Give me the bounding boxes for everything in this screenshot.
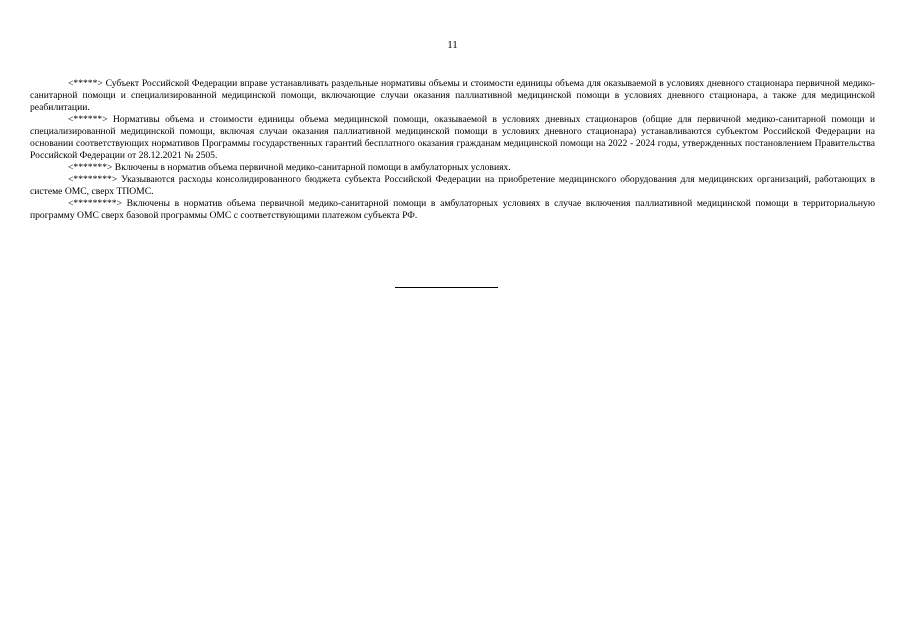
footnote-5-stars: <*****> Субъект Российской Федерации вправе устанавливать раздельные нормативы объемы и стоимости единицы объема для оказываемой в условиях дневного стационара первичной медико-санитарной помощи и специализированной медицинской помощи, включающие случаи оказания паллиативной медицинской помощи в условиях дневного стационара, а также для медицинской реабилитации. <box>30 78 875 113</box>
footnote-9-stars: <*********> Включены в норматив объема первичной медико-санитарной помощи в амбулаторных условиях в случае включения паллиативной медицинской помощи в территориальную программу ОМС сверх базовой программы ОМС с соответствующими платежом субъекта РФ. <box>30 198 875 221</box>
page-number: 11 <box>447 39 458 51</box>
footnotes <box>30 78 875 222</box>
footnote-7-stars: <*******> Включены в норматив объема первичной медико-санитарной помощи в амбулаторных условиях. <box>68 162 511 173</box>
footnote-6-stars: <******> Нормативы объема и стоимости единицы объема медицинской помощи, оказываемой в условиях дневных стационаров (общие для первичной медико-санитарной помощи и специализированной медицинской помощи, включая случаи оказания паллиативной медицинской помощи в условиях дневного стационара) устанавливаются субъектом Российской Федерации на основании соответствующих нормативов Программы государственных гарантий бесплатного оказания гражданам медицинской помощи на 2022 - 2024 годы, утвержденных постановлением Правительства Российской Федерации от 28.12.2021 № 2505. <box>30 114 875 161</box>
end-separator-line <box>395 287 498 288</box>
footnote-8-stars: <********> Указываются расходы консолидированного бюджета субъекта Российской Федерации на приобретение медицинского оборудования для медицинских организаций, работающих в системе ОМС, сверх ТПОМС. <box>30 174 875 197</box>
